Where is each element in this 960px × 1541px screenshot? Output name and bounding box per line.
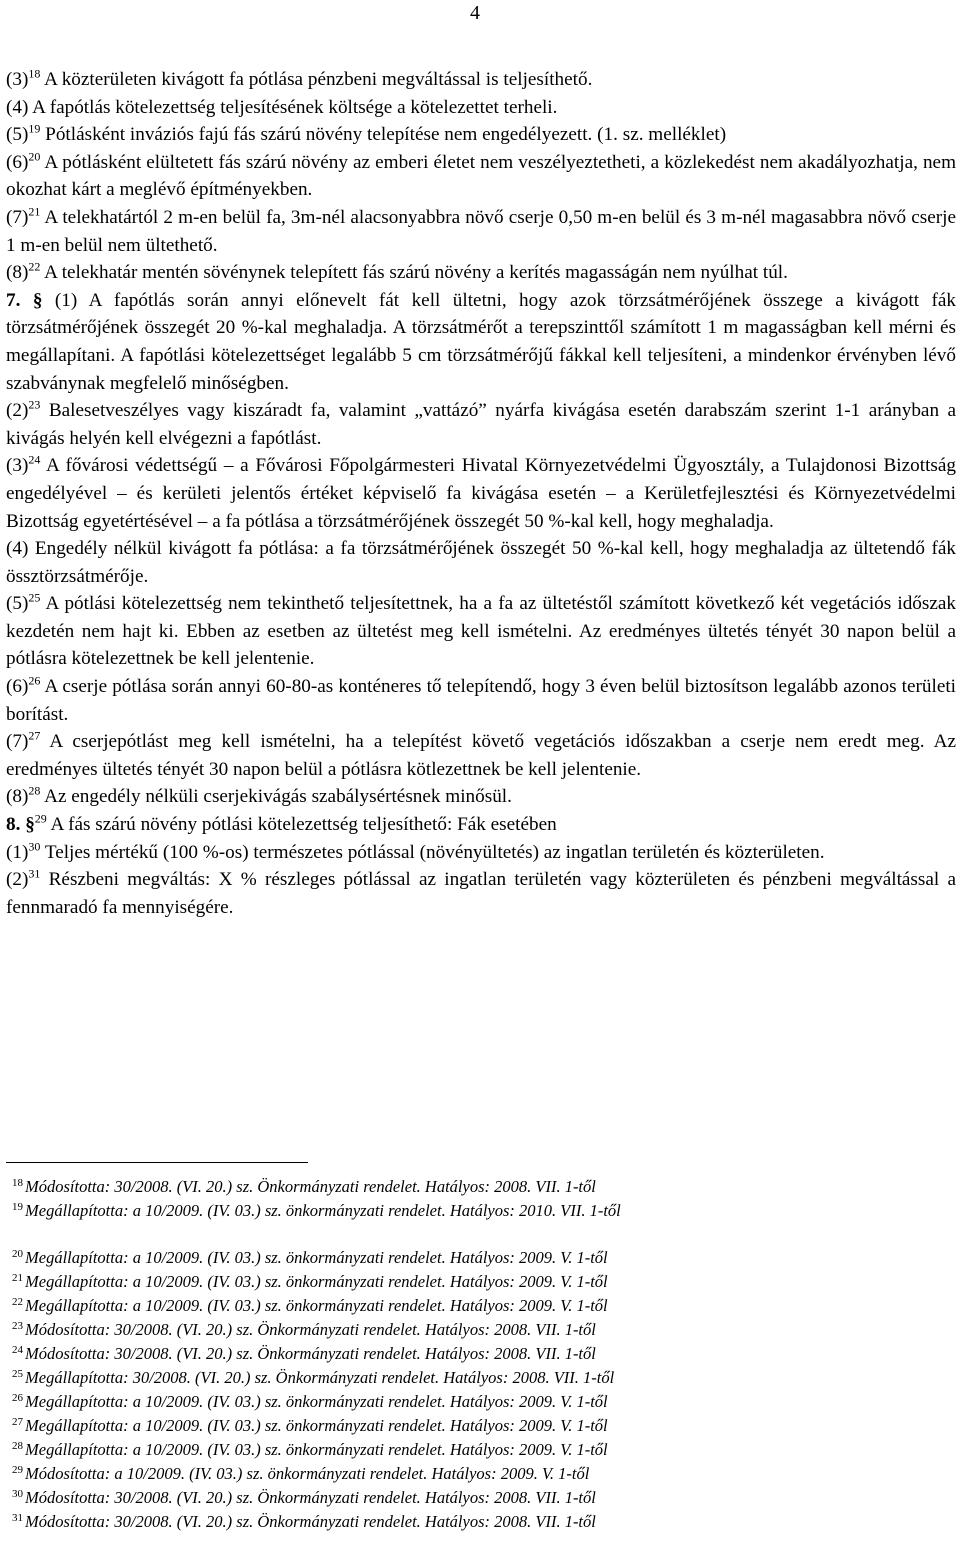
paragraph-text: Az engedély nélküli cserjekivágás szabálysértésnek minősül. — [40, 786, 512, 808]
footnote-number: 25 — [12, 1367, 23, 1380]
footnote-number: 31 — [12, 1511, 23, 1524]
footnote-text: Módosította: 30/2008. (VI. 20.) sz. Önkormányzati rendelet. Hatályos: 2008. VII. 1-től — [25, 1512, 596, 1531]
paragraph — [6, 783, 956, 811]
footnote-ref[interactable]: 18 — [28, 66, 41, 81]
section-number: 7. § — [6, 289, 43, 311]
footnote-text: Megállapította: a 10/2009. (IV. 03.) sz. önkormányzati rendelet. Hatályos: 2009. V. 1-től — [25, 1392, 608, 1411]
page-number: 4 — [470, 2, 480, 24]
footnote — [12, 1488, 596, 1508]
footnote-text: Módosította: 30/2008. (VI. 20.) sz. Önkormányzati rendelet. Hatályos: 2008. VII. 1-től — [25, 1177, 596, 1196]
footnote — [12, 1177, 596, 1197]
footnote — [12, 1392, 608, 1412]
paragraph — [6, 673, 956, 728]
paragraph-text: A fővárosi védettségű – a Fővárosi Főpolgármesteri Hivatal Környezetvédelmi Ügyosztály, a Tulajdonosi Bizottság engedélyével – és kerületi jelentős értéket képviselő fa kivágása esetén – a Kerületfejlesztési és Környezetvédelmi Bizottság egyetértésével – a fa pótlása a törzsátmérőjének összegét 50 %-kal kell, hogy meghaladja. — [6, 455, 956, 532]
paragraph-text: Balesetveszélyes vagy kiszáradt fa, valamint „vattázó” nyárfa kivágása esetén darabszám szerint 1-1 arányban a kivágás helyén kell elvégezni a fapótlást. — [6, 400, 956, 449]
section-number: 8. § — [6, 814, 35, 836]
footnote-number: 20 — [12, 1247, 23, 1260]
footnote-ref[interactable]: 26 — [28, 673, 41, 688]
paragraph-lead: (5) — [6, 593, 29, 615]
paragraph — [6, 811, 956, 839]
paragraph — [6, 259, 956, 287]
footnote — [12, 1416, 608, 1436]
paragraph-text: (4) A fapótlás kötelezettség teljesítésének költsége a kötelezettet terheli. — [6, 96, 558, 118]
footnote-ref[interactable]: 24 — [28, 452, 41, 467]
footnote-text: Megállapította: a 10/2009. (IV. 03.) sz. önkormányzati rendelet. Hatályos: 2010. VII. 1-től — [25, 1201, 621, 1220]
paragraph-lead: (3) — [6, 69, 29, 90]
footnote-number: 28 — [12, 1439, 23, 1452]
footnote-text: Megállapította: 30/2008. (VI. 20.) sz. Önkormányzati rendelet. Hatályos: 2008. VII. 1-től — [25, 1368, 615, 1387]
paragraph — [6, 94, 956, 122]
footnote-number: 24 — [12, 1343, 23, 1356]
paragraph — [6, 204, 956, 259]
footnote-ref[interactable]: 19 — [28, 121, 41, 136]
paragraph-lead: (3) — [6, 455, 29, 477]
footnote-text: Megállapította: a 10/2009. (IV. 03.) sz. önkormányzati rendelet. Hatályos: 2009. V. 1-től — [25, 1416, 608, 1435]
footnote-number: 27 — [12, 1415, 23, 1428]
footnote-number: 23 — [12, 1319, 23, 1332]
paragraph — [6, 866, 956, 921]
document-body — [6, 66, 956, 921]
footnote — [12, 1344, 596, 1364]
paragraph-text: A telekhatártól 2 m-en belül fa, 3m-nél alacsonyabbra növő cserje 0,50 m-en belül és 3 m-nél magasabbra növő cserje 1 m-en belül nem ültethető. — [6, 206, 956, 256]
footnote-number: 30 — [12, 1487, 23, 1500]
paragraph — [6, 149, 956, 204]
footnote — [12, 1248, 608, 1268]
footnote — [12, 1440, 608, 1460]
footnote-ref[interactable]: 20 — [28, 149, 41, 164]
footnote-text: Módosította: 30/2008. (VI. 20.) sz. Önkormányzati rendelet. Hatályos: 2008. VII. 1-től — [25, 1320, 596, 1339]
footnote-number: 22 — [12, 1295, 23, 1308]
paragraph — [6, 728, 956, 783]
footnote-ref[interactable]: 22 — [28, 259, 41, 274]
footnote-number: 21 — [12, 1271, 23, 1284]
footnote — [12, 1512, 596, 1532]
paragraph-lead: (5) — [6, 124, 29, 146]
footnote-text: Módosította: a 10/2009. (IV. 03.) sz. önkormányzati rendelet. Hatályos: 2009. V. 1-től — [25, 1464, 590, 1483]
paragraph — [6, 397, 956, 452]
paragraph-text: A közterületen kivágott fa pótlása pénzbeni megváltással is teljesíthető. — [40, 69, 593, 90]
paragraph — [6, 839, 956, 867]
footnote-number: 19 — [12, 1200, 23, 1213]
paragraph-text: A pótlásként elültetett fás szárú növény az emberi életet nem veszélyeztetheti, a közlekedést nem akadályozhatja, nem okozhat kárt a meglévő építményekben. — [6, 151, 956, 201]
paragraph-lead: (1) — [6, 841, 29, 863]
paragraph-lead: (6) — [6, 151, 29, 173]
footnote-text: Módosította: 30/2008. (VI. 20.) sz. Önkormányzati rendelet. Hatályos: 2008. VII. 1-től — [25, 1344, 596, 1363]
footnote-divider — [6, 1162, 308, 1163]
paragraph-text: A fás szárú növény pótlási kötelezettség teljesíthető: Fák esetében — [46, 814, 557, 836]
footnote — [12, 1296, 608, 1316]
footnote-number: 18 — [12, 1176, 23, 1189]
paragraph-text: A pótlási kötelezettség nem tekinthető teljesítettnek, ha a fa az ültetéstől számított következő két vegetációs időszak kezdetén nem hajt ki. Ebben az esetben az ültetést meg kell ismételni. Az eredményes ültetés tényét 30 napon belül a pótlásra kötelezettnek be kell jelentenie. — [6, 593, 956, 670]
footnote-text: Módosította: 30/2008. (VI. 20.) sz. Önkormányzati rendelet. Hatályos: 2008. VII. 1-től — [25, 1488, 596, 1507]
footnote — [12, 1201, 621, 1221]
footnote-text: Megállapította: a 10/2009. (IV. 03.) sz. önkormányzati rendelet. Hatályos: 2009. V. 1-től — [25, 1272, 608, 1291]
paragraph-lead: (6) — [6, 676, 29, 698]
footnote-ref[interactable]: 29 — [34, 811, 47, 826]
footnote-ref[interactable]: 31 — [28, 866, 41, 881]
paragraph — [6, 590, 956, 673]
paragraph-text: Teljes mértékű (100 %-os) természetes pótlással (növényültetés) az ingatlan területén és közterületen. — [40, 841, 825, 863]
footnote-text: Megállapította: a 10/2009. (IV. 03.) sz. önkormányzati rendelet. Hatályos: 2009. V. 1-től — [25, 1296, 608, 1315]
footnote-number: 26 — [12, 1391, 23, 1404]
paragraph — [6, 287, 956, 397]
paragraph-lead: (2) — [6, 400, 29, 422]
footnote-ref[interactable]: 23 — [28, 397, 41, 412]
paragraph-text: A cserje pótlása során annyi 60-80-as konténeres tő telepítendő, hogy 3 éven belül biztosítson legalább azonos területi borítást. — [6, 676, 956, 725]
paragraph-text: A telekhatár mentén sövénynek telepített fás szárú növény a kerítés magasságán nem nyúlhat túl. — [40, 262, 788, 284]
paragraph-text: Részbeni megváltás: X % részleges pótlással az ingatlan területén vagy közterületen és pénzbeni megváltással a fennmaradó fa mennyiségére. — [6, 869, 956, 918]
footnote-text: Megállapította: a 10/2009. (IV. 03.) sz. önkormányzati rendelet. Hatályos: 2009. V. 1-től — [25, 1440, 608, 1459]
paragraph-lead: (7) — [6, 731, 29, 753]
paragraph — [6, 452, 956, 535]
paragraph-text: Pótlásként inváziós fajú fás szárú növény telepítése nem engedélyezett. (1. sz. melléklet) — [40, 124, 727, 146]
footnote — [12, 1320, 596, 1340]
footnote-text: Megállapította: a 10/2009. (IV. 03.) sz. önkormányzati rendelet. Hatályos: 2009. V. 1-től — [25, 1248, 608, 1267]
footnote — [12, 1368, 614, 1388]
paragraph-text: A cserjepótlást meg kell ismételni, ha a telepítést követő vegetációs időszakban a cserje nem eredt meg. Az eredményes ültetés tényét 30 napon belül a pótlásra kötlezettnek be kell jelentenie. — [6, 731, 956, 780]
footnote-number: 29 — [12, 1463, 23, 1476]
paragraph-lead: (8) — [6, 262, 29, 284]
paragraph-lead: (7) — [6, 206, 29, 228]
paragraph-text: (4) Engedély nélkül kivágott fa pótlása: a fa törzsátmérőjének összegét 50 %-kal kell, hogy meghaladja az ültetendő fák össztörzsátmérője. — [6, 538, 956, 587]
footnote-ref[interactable]: 30 — [28, 839, 41, 854]
footnote-ref[interactable]: 28 — [28, 784, 41, 799]
footnote — [12, 1464, 589, 1484]
footnote-ref[interactable]: 27 — [28, 728, 41, 743]
footnote-ref[interactable]: 25 — [28, 590, 41, 605]
paragraph — [6, 66, 956, 94]
paragraph-text: (1) A fapótlás során annyi előnevelt fát kell ültetni, hogy azok törzsátmérőjének összege a kivágott fák törzsátmérőjének összegét 20 %-kal meghaladja. A törzsátmérőt a terepszinttől számított 1 m magasságban kell mérni és megállapítani. A fapótlási kötelezettséget legalább 5 cm törzsátmérőjű fákkal kell teljesíteni, a mindenkor érvényben lévő szabványnak megfelelő minőségben. — [6, 289, 957, 394]
footnote — [12, 1272, 608, 1292]
footnote-ref[interactable]: 21 — [28, 204, 41, 219]
paragraph-lead: (2) — [6, 869, 29, 891]
paragraph — [6, 121, 956, 149]
paragraph-lead: (8) — [6, 786, 29, 808]
paragraph — [6, 535, 956, 590]
